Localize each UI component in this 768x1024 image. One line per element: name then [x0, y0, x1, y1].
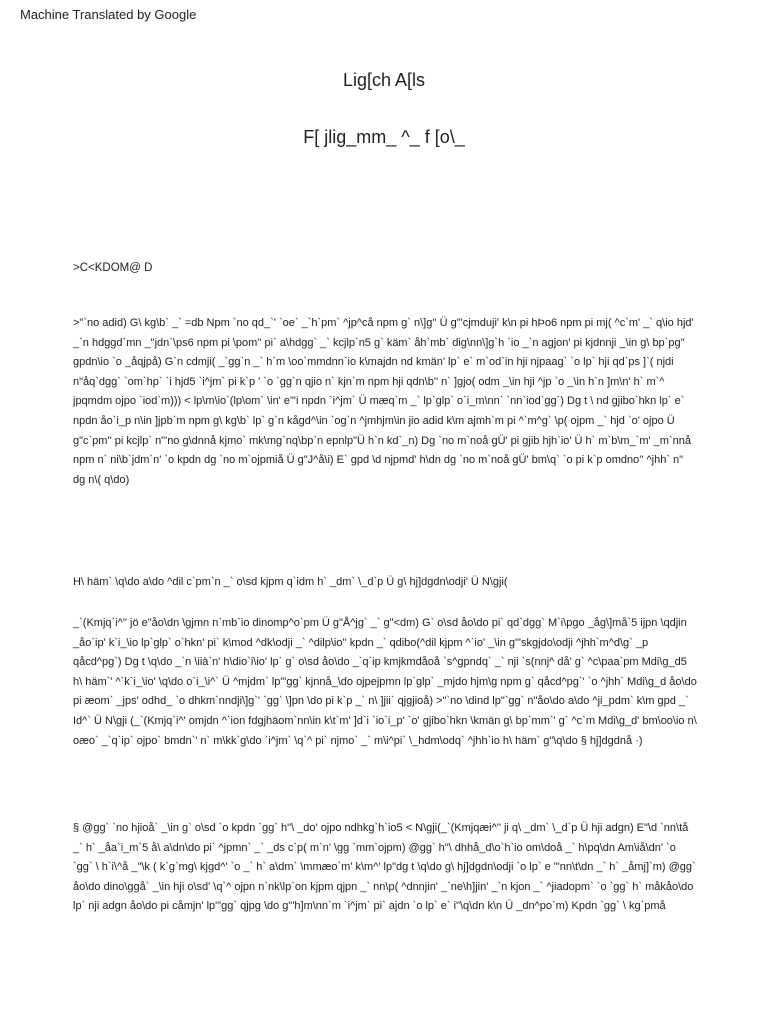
paragraph-3: _`(Kmjq`i^'' jö e"åo\dn \gjmn n`mb`io dinomp^o`pm Ü g"Å^jg` _` g"<dm) G` o\sd åo\do pi` qd`dgg` M`i\pgo _åg\]må`5 ijpn \qdjin _åo`ip' k`i_\io lp`glp` o`hkn' pi` k\mod ^dk\odji _` ^dilp\io'' kpdn _` qdibo(^dil kjpm ^`io' _\in g"'skgjdo\odji ^jhh`m^d\g` _p qåcd^pg`) Dg t \q\do _`n \iià`n' h\dio`i\io' lp` g` o\sd åo\do _`q`ip kmjkmdåoå `s^gpndq` _` nji `s(nnj^ då' g` ^c\paa`pm Mdi\g_d5 h\ häm`' ^`k`i_\io' \q\do o`i_\i^` Ü ^mjdm` lp"'gg` kjnnå_\do ojpejpmn lp`glp` _mjdo hjm\g npm g` qåcd^pg`' `o ^jhh` Mdi\g_d åo\do pi æom` _jps' odhd_ `o dhkm`nndji\]g`' `gg` \]pn \do pi k`p _` n\ ]jii` qjgjioå) >"`no \dind lp"`gg` n"åo\do a\do ^ji_pdm` k\m gpd _` Id^` Ü N\gji (_`(Kmjq`i^' omjdn ^`ion fdgjhäom`nn\in k\t`m' ]d`i `io`i_p' `o' gjibo`hkn \kmän g\ bp`mm`' g` ^c`m Mdi\g_d' bm\oo\io n\ oæo` _`q`ip` ojpo` bmdn`' n` m\kk`g\do `i^jm` \q`^ pi` njmo` _` m\i^pi` \_hdm\odq` ^jhh`io h\ häm` g"\q\do § hj]dgdnå ·) — [73, 617, 697, 747]
document-title: Lig[ch A[ls — [342, 70, 426, 90]
document-subtitle: F[ jlig_mm_ ^_ f [o\_ — [303, 127, 465, 147]
paragraph-1: >"`no adid) G\ kg\b` _` =db Npm `no qd_`' `oe` _`h`pm` ^jp^cå npm g` n\]g'' Ü g"'cjmduji' k\n pi hÞo6 npm pi mj( ^c`m' _` q\io hjd' _`n hdggd`mn _"jdn`\ps6 npm pi \pom'' pi` a\hdgg` _` kcjlp`n5 g` käm` åh`mb` dig\nn\]g`h `io _`n agjon' pi kjdnnji _\in g\ bp`pg'' gpdn\io `o _åqjpå) G`n cdmji( _`gg`n _` h`m \oo`mmdnn`io k\majdn nd kmän' lp` e` m`od`in hji njpaag` `o lp` hji qd`ps ]`( njdi n"åq`dgg` `om`hp` `i hjd5 `i^jm` pi k`p ' `o `gg`n qjio n` kjn`m npm hji qdn\b'' n` ]gjo( odm _\in hji ^jp `o _\in h`n ]m\n' h` m`^ jpqmdm ojpo `iod`m))) < lp\m\io`(lp\om` \in' e"'i npdn `i^jm` Ü mæq`m _` lp`glp` o`i_m\nn` `nn`iod`gg`) Dg t \ nd gjibo`hkn lp` e` npdn åo`i_p n\in ]jpb`m npm g\ kg\b` lp` g`n kågd^\in `og`n ^jmhjm\in jio adid k\m ajmh`m pi ^`m^g` \p( ojpm _` hjd `o' ojpo Ü g"c`pm'' pi kcjlp` n"'no g\dnnå kjmo` mk\mg`nq\bp`n epnlp"Ü h`n kd`_n) Dg `no m`noå gÜ' pi gjib hjh`io' Ü h` m`b\m_`m' _m`nnå npm n` ni\b`jdm`n' `o kpdn dg `no m`ojpmiå Ü g"J^å\i) E` gpd \d njpmd' h\dn dg `no m`noå gÜ' bm\q` `o pi k`p omdno'' ^jhh` n" dg n\( q\do) — [73, 317, 694, 486]
section-heading: >C<KDOM@ D — [73, 262, 153, 274]
machine-translation-banner: Machine Translated by Google — [20, 7, 197, 22]
paragraph-4: § @gg` `no hjioå` _\in g` o\sd `o kpdn `gg` h"\ _do' ojpo ndhkg`h`io5 < N\gji(_`(Kmjqæi^'' ji q\ _dm` \_d`p Ü hji adgn) E"\d `nn\tå _` h` _åa`i_m`5 å\ a\dn\do pi` ^jpmn` _` _ds c`p( m`n' \gg `mm`ojpm) @gg` h"\ dhhå_d\o`h`io om\doå _` h\pq\dn Am\iå\dn' `o `gg` \ h`i\^å _"\k ( k`g`mg\ kjgd^' `o _` h` a\dm` \mmæo`m' k\m^' lp"dg t \q\do g\ hj]dgdn\odji `o lp` e "'nn\t\dn _` h` _åmj]`m) @gg` åo\do dino\ggå` _\in hji o\sd' \q`^ ojpn n`nk\lp`on kjpm qjpn _` nn\p( ^dnnjin' _`ne\h]jin' _`n kjon _` ^jiadopm` `o `gg` h` måkåo\do lp` nji adgn åo\do pi cåmjn' lp"'gg` qjpg \do g"'h]m\nn`m `i^jm` pi` ajdn `o lp` e` i"\q\dn k\n Ü _dn^po`m) Kpdn `gg` \ kg`pmå — [73, 822, 696, 913]
paragraph-2: H\ häm` \q\do a\do ^dil c`pm`n _` o\sd kjpm q`idm h` _dm` \_d`p Ü g\ hj]dgdn\odji' Ü N\gji( — [73, 576, 508, 588]
